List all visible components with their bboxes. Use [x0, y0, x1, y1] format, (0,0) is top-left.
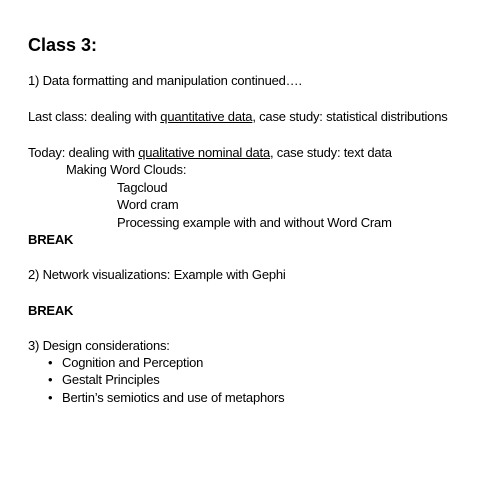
bullet-glyph: • — [48, 390, 53, 405]
word-clouds-item: Processing example with and without Word Cram — [117, 215, 392, 230]
slide-title: Class 3: — [28, 35, 98, 55]
bullet-item — [48, 355, 203, 371]
last-class-underlined: quantitative data — [160, 109, 253, 124]
bullet-text: Cognition and Perception — [62, 355, 204, 370]
today-line — [28, 145, 392, 161]
word-clouds-item: Tagcloud — [117, 180, 168, 195]
today-suffix: , case study: text data — [269, 145, 392, 160]
bullet-glyph: • — [48, 355, 53, 370]
today-underlined: qualitative nominal data — [138, 145, 270, 160]
bullet-item — [48, 390, 284, 406]
today-prefix: Today: dealing with — [28, 145, 139, 160]
section-2-heading: 2) Network visualizations: Example with Gephi — [28, 267, 286, 282]
break-label: BREAK — [28, 303, 74, 318]
last-class-line — [28, 109, 448, 125]
bullet-glyph: • — [48, 372, 53, 387]
word-clouds-heading: Making Word Clouds: — [66, 162, 187, 177]
section-3-heading: 3) Design considerations: — [28, 338, 170, 353]
bullet-item — [48, 372, 160, 388]
last-class-suffix: , case study: statistical distributions — [252, 109, 448, 124]
bullet-text: Bertin’s semiotics and use of metaphors — [62, 390, 285, 405]
last-class-prefix: Last class: dealing with — [28, 109, 161, 124]
section-1-heading: 1) Data formatting and manipulation continued…. — [28, 73, 302, 88]
bullet-text: Gestalt Principles — [62, 372, 160, 387]
word-clouds-item: Word cram — [117, 197, 179, 212]
break-label: BREAK — [28, 232, 74, 247]
